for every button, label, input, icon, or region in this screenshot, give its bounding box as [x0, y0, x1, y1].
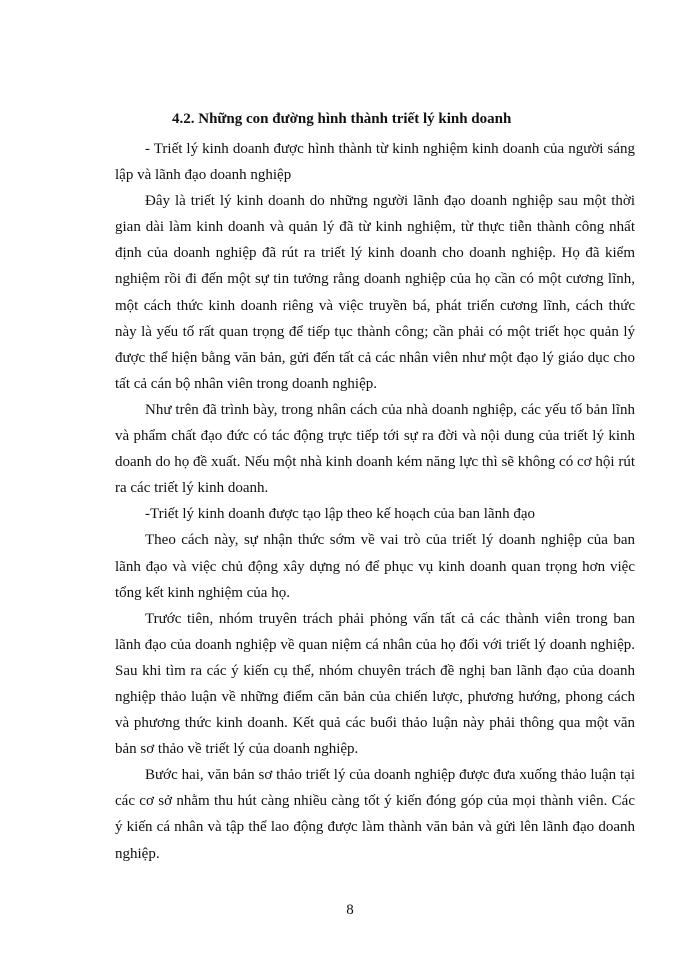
body-text: [115, 136, 635, 867]
paragraph-6: Trước tiên, nhóm truyên trách phải phỏng vấn tất cả các thành viên trong ban lãnh đạo của doanh nghiệp về quan niệm cá nhân của họ đối với triết lý doanh nghiệp. Sau khi tìm ra các ý kiến cụ thể, nhóm chuyên trách đề nghị ban lãnh đạo của doanh nghiệp thảo luận về những điểm căn bản của chiến lược, phương hướng, phong cách và phương thức kinh doanh. Kết quả các buổi thảo luận này phải thông qua một văn bản sơ thảo về triết lý của doanh nghiệp.: [115, 610, 635, 758]
paragraph-bullet-2: -Triết lý kinh doanh được tạo lập theo kế hoạch của ban lãnh đạo: [145, 506, 535, 523]
page-number: 8: [346, 902, 354, 918]
paragraph-bullet-1: - Triết lý kinh doanh được hình thành từ kinh nghiệm kinh doanh của người sáng lập và lãnh đạo doanh nghiệp: [115, 141, 635, 184]
paragraph-7: Bước hai, văn bản sơ thảo triết lý của doanh nghiệp được đưa xuống thảo luận tại các cơ sở nhằm thu hút càng nhiều càng tốt ý kiến đóng góp của mọi thành viên. Các ý kiến cá nhân và tập thể lao động được làm thành văn bản và gửi lên lãnh đạo doanh nghiệp.: [115, 767, 635, 862]
paragraph-5: Theo cách này, sự nhận thức sớm về vai trò của triết lý doanh nghiệp của ban lãnh đạo và việc chủ động xây dựng nó để phục vụ kinh doanh quan trọng hơn việc tổng kết kinh nghiệm của họ.: [115, 532, 635, 601]
paragraph-3: Như trên đã trình bày, trong nhân cách của nhà doanh nghiệp, các yếu tố bản lĩnh và phẩm chất đạo đức có tác động trực tiếp tới sự ra đời và nội dung của triết lý kinh doanh do họ đề xuất. Nếu một nhà kinh doanh kém năng lực thì sẽ không có cơ hội rút ra các triết lý kinh doanh.: [115, 401, 635, 497]
paragraph-2: Đây là triết lý kinh doanh do những người lãnh đạo doanh nghiệp sau một thời gian dài làm kinh doanh và quản lý đã từ kinh nghiệm, từ thực tiễn thành công nhất định của doanh nghiệp đã rút ra triết lý kinh doanh cho doanh nghiệp. Họ đã kiểm nghiệm rồi đi đến một sự tin tưởng rằng doanh nghiệp của họ cần có một cương lĩnh, một cách thức kinh doanh riêng và việc truyền bá, phát triển cương lĩnh, cách thức này là yếu tố rất quan trọng để tiếp tục thành công; cần phải có một triết học quản lý được thể hiện bằng văn bản, gửi đến tất cả các nhân viên như một đạo lý giáo dục cho tất cả cán bộ nhân viên trong doanh nghiệp.: [115, 193, 635, 392]
section-heading: 4.2. Những con đường hình thành triết lý kinh doanh: [172, 111, 512, 127]
